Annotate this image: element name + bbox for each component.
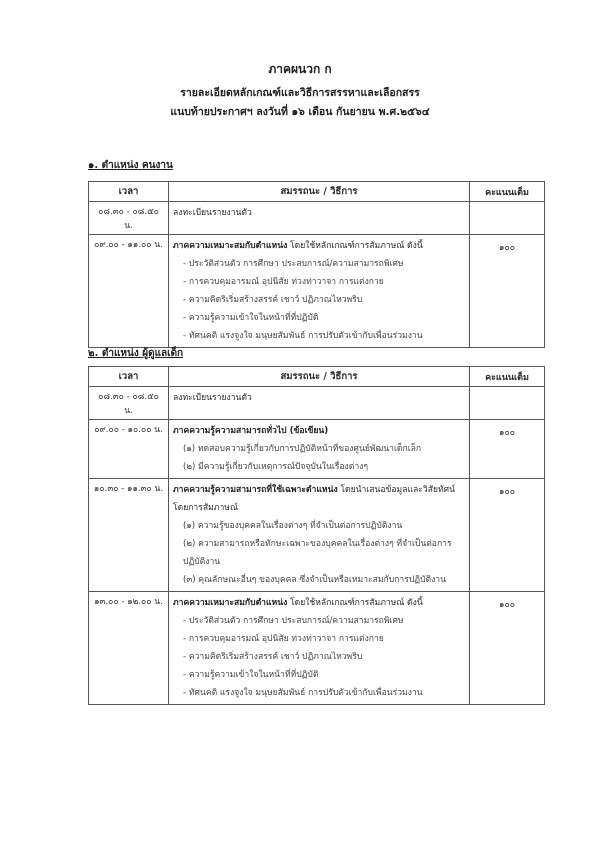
row-criteria <box>169 235 470 348</box>
criteria-heading-rest: โดยใช้หลักเกณฑ์การสัมภาษณ์ ดังนี้ <box>287 241 423 251</box>
row-score: ๑๐๐ <box>470 420 545 479</box>
row-time: ๐๙.๐๐ - ๑๐.๐๐ น. <box>89 420 169 479</box>
criteria-item: - ทัศนคติ แรงจูงใจ มนุษยสัมพันธ์ การปรับตัวเข้ากับเพื่อนร่วมงาน <box>183 331 423 341</box>
criteria-item: - การควบคุมอารมณ์ อุปนิสัย ท่วงท่าวาจา การแต่งกาย <box>183 277 384 287</box>
header-score: คะแนนเต็ม <box>470 367 545 387</box>
table-row <box>89 479 545 592</box>
criteria-heading: ภาคความรู้ความสามารถที่ใช้เฉพาะตำแหน่ง <box>173 485 338 495</box>
row-criteria <box>169 202 470 235</box>
row-score <box>470 202 545 235</box>
row-criteria <box>169 479 470 592</box>
criteria-item: (๑) ความรู้ของบุคคลในเรื่องต่างๆ ที่จำเป็นต่อการปฏิบัติงาน <box>183 521 403 531</box>
row-score: ๑๐๐ <box>470 235 545 348</box>
row-time: ๐๙.๐๐ - ๑๑.๐๐ น. <box>89 235 169 348</box>
header-score: คะแนนเต็ม <box>470 182 545 202</box>
table-row <box>89 387 545 420</box>
section1-table <box>88 181 545 348</box>
section2-title: ๒. ตำแหน่ง ผู้ดูแลเด็ก <box>88 348 184 359</box>
criteria-item: - ทัศนคติ แรงจูงใจ มนุษยสัมพันธ์ การปรับตัวเข้ากับเพื่อนร่วมงาน <box>183 688 423 698</box>
table-row <box>89 202 545 235</box>
criteria-heading: ภาคความรู้ความสามารถทั่วไป (ข้อเขียน) <box>173 426 329 436</box>
section1-title: ๑. ตำแหน่ง คนงาน <box>88 160 173 171</box>
criteria-item: - ความรู้ความเข้าใจในหน้าที่ที่ปฏิบัติ <box>183 313 319 323</box>
criteria-item: - ความคิดริเริ่มสร้างสรรค์ เชาว์ ปฏิภาณไหวพริบ <box>183 295 363 305</box>
table-row <box>89 235 545 348</box>
section2-table <box>88 366 545 705</box>
row-criteria <box>169 420 470 479</box>
row-score: ๑๐๐ <box>470 479 545 592</box>
criteria-item: - ความคิดริเริ่มสร้างสรรค์ เชาว์ ปฏิภาณไหวพริบ <box>183 652 363 662</box>
criteria-heading-rest: โดยนำเสนอข้อมูลและวิสัยทัศน์โดยการสัมภาษณ์ <box>173 485 456 513</box>
criteria-item: - การควบคุมอารมณ์ อุปนิสัย ท่วงท่าวาจา การแต่งกาย <box>183 634 384 644</box>
criteria-item: (๒) มีความรู้เกี่ยวกับเหตุการณ์ปัจจุบันในเรื่องต่างๆ <box>183 462 368 472</box>
row-time: ๑๓.๐๐ - ๑๒.๐๐ น. <box>89 592 169 705</box>
table-header-row <box>89 182 545 202</box>
criteria-heading: ภาคความเหมาะสมกับตำแหน่ง <box>173 598 288 608</box>
criteria-item: - ความรู้ความเข้าใจในหน้าที่ที่ปฏิบัติ <box>183 670 319 680</box>
table-row <box>89 420 545 479</box>
criteria-item: - ประวัติส่วนตัว การศึกษา ประสบการณ์/ความสามารถพิเศษ <box>183 616 404 626</box>
row-score: ๑๐๐ <box>470 592 545 705</box>
table-header-row <box>89 367 545 387</box>
criteria-line: ลงทะเบียนรายงานตัว <box>173 208 252 218</box>
criteria-line: ลงทะเบียนรายงานตัว <box>173 393 252 403</box>
page-title: ภาคผนวก ก <box>268 62 332 76</box>
header-criteria: สมรรถนะ / วิธีการ <box>169 182 470 202</box>
criteria-item: - ประวัติส่วนตัว การศึกษา ประสบการณ์/ความสามารถพิเศษ <box>183 259 404 269</box>
table-row <box>89 592 545 705</box>
criteria-item: (๒) ความสามารถหรือทักษะเฉพาะของบุคคลในเรื่องต่างๆ ที่จำเป็นต่อการปฏิบัติงาน <box>183 539 452 567</box>
row-time: ๐๘.๓๐ - ๐๘.๕๐ น. <box>89 387 169 420</box>
row-criteria <box>169 387 470 420</box>
row-time: ๐๘.๓๐ - ๐๘.๕๐ น. <box>89 202 169 235</box>
header-time: เวลา <box>89 182 169 202</box>
criteria-heading-rest: โดยใช้หลักเกณฑ์การสัมภาษณ์ ดังนี้ <box>287 598 423 608</box>
header-criteria: สมรรถนะ / วิธีการ <box>169 367 470 387</box>
criteria-item: (๑) ทดสอบความรู้เกี่ยวกับการปฏิบัติหน้าที่ของศูนย์พัฒนาเด็กเล็ก <box>183 444 422 454</box>
page-subtitle: รายละเอียดหลักเกณฑ์และวิธีการสรรหาและเลือกสรร <box>180 87 420 99</box>
row-time: ๑๐.๓๐ - ๑๑.๓๐ น. <box>89 479 169 592</box>
header-time: เวลา <box>89 367 169 387</box>
criteria-item: (๓) คุณลักษณะอื่นๆ ของบุคคล ซึ่งจำเป็นหรือเหมาะสมกับการปฏิบัติงาน <box>183 575 446 585</box>
attachment-line: แนบท้ายประกาศฯ ลงวันที่ ๑๖ เดือน กันยายน พ.ศ.๒๕๖๔ <box>170 106 430 118</box>
row-criteria <box>169 592 470 705</box>
row-score <box>470 387 545 420</box>
criteria-heading: ภาคความเหมาะสมกับตำแหน่ง <box>173 241 288 251</box>
